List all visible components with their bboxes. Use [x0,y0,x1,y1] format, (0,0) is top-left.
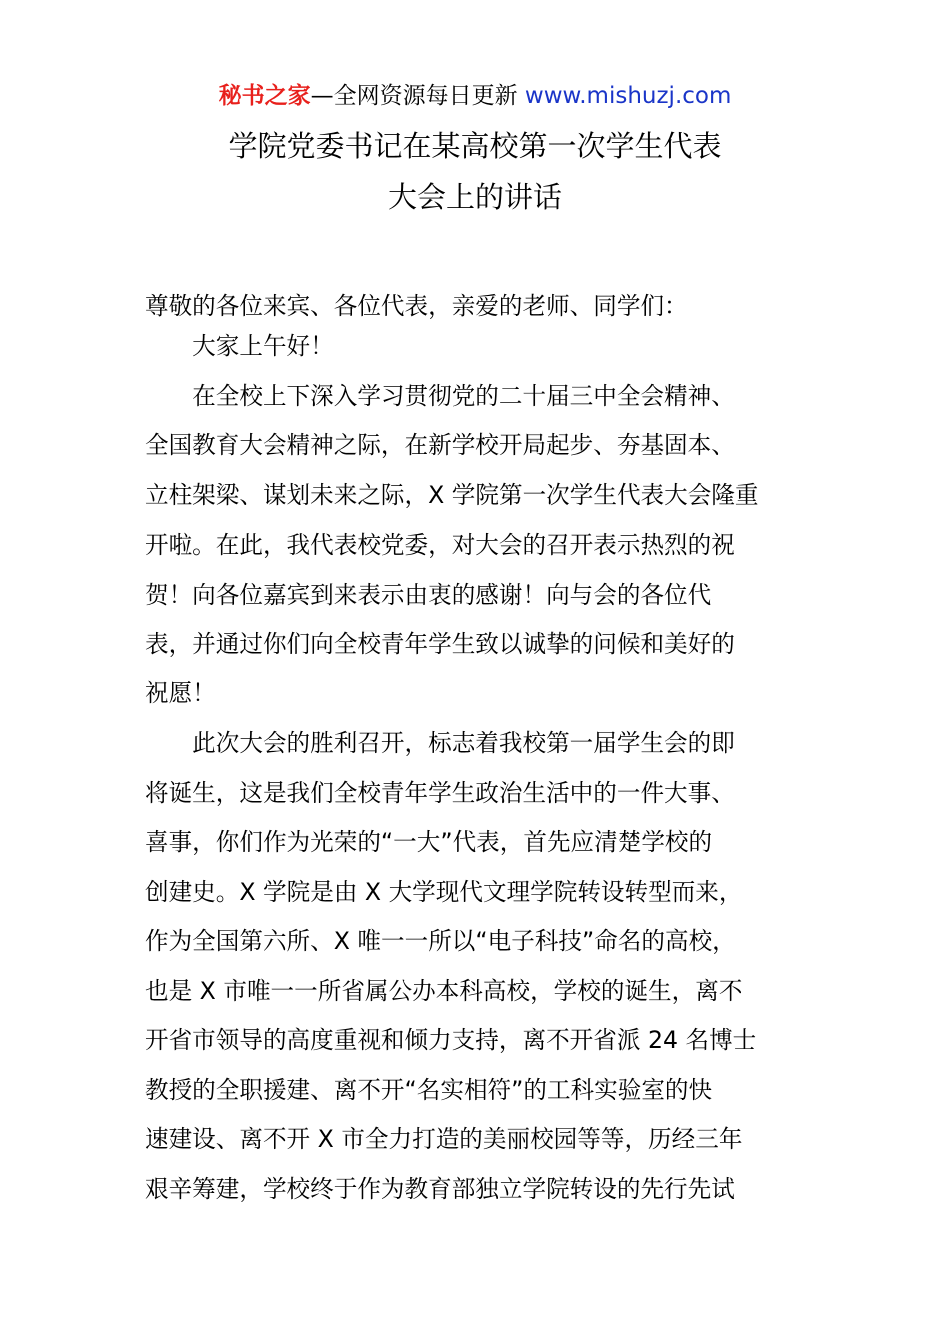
body-line: 也是 X 市唯一一所省属公办本科高校，学校的诞生，离不 [145,977,743,1005]
body-line: 此次大会的胜利召开，标志着我校第一届学生会的即 [145,729,735,757]
body-line: 将诞生，这是我们全校青年学生政治生活中的一件大事、 [145,779,735,807]
body-line: 大家上午好！ [145,332,334,360]
body-line: 祝愿！ [145,679,216,707]
body-line: 速建设、离不开 X 市全力打造的美丽校园等等，历经三年 [145,1125,743,1153]
body-line: 尊敬的各位来宾、各位代表，亲爱的老师、同学们： [145,292,688,320]
body-line: 作为全国第六所、X 唯一一所以“电子科技”命名的高校， [145,927,736,955]
body-line: 艰辛筹建，学校终于作为教育部独立学院转设的先行先试 [145,1175,735,1203]
site-brand: 秘书之家 [218,83,311,109]
body-line: 贺！向各位嘉宾到来表示由衷的感谢！向与会的各位代 [145,581,712,609]
site-tagline: —全网资源每日更新 [310,83,525,109]
body-line: 立柱架梁、谋划未来之际，X 学院第一次学生代表大会隆重 [145,481,759,509]
body-line: 教授的全职援建、离不开“名实相符”的工科实验室的快 [145,1076,713,1104]
body-line: 开省市领导的高度重视和倾力支持，离不开省派 24 名博士 [145,1026,757,1054]
document-title-line-1: 学院党委书记在某高校第一次学生代表 [228,129,722,163]
site-url: www.mishuzj.com [524,83,732,109]
body-line: 表，并通过你们向全校青年学生致以诚挚的问候和美好的 [145,630,735,658]
body-line: 全国教育大会精神之际，在新学校开局起步、夯基固本、 [145,431,735,459]
body-line: 创建史。X 学院是由 X 大学现代文理学院转设转型而来， [145,878,743,906]
body-line: 在全校上下深入学习贯彻党的二十届三中全会精神、 [145,382,735,410]
document-title-line-2: 大会上的讲话 [387,180,562,214]
body-line: 喜事，你们作为光荣的“一大”代表，首先应清楚学校的 [145,828,713,856]
site-header [0,80,950,112]
body-line: 开啦。在此，我代表校党委，对大会的召开表示热烈的祝 [145,531,735,559]
